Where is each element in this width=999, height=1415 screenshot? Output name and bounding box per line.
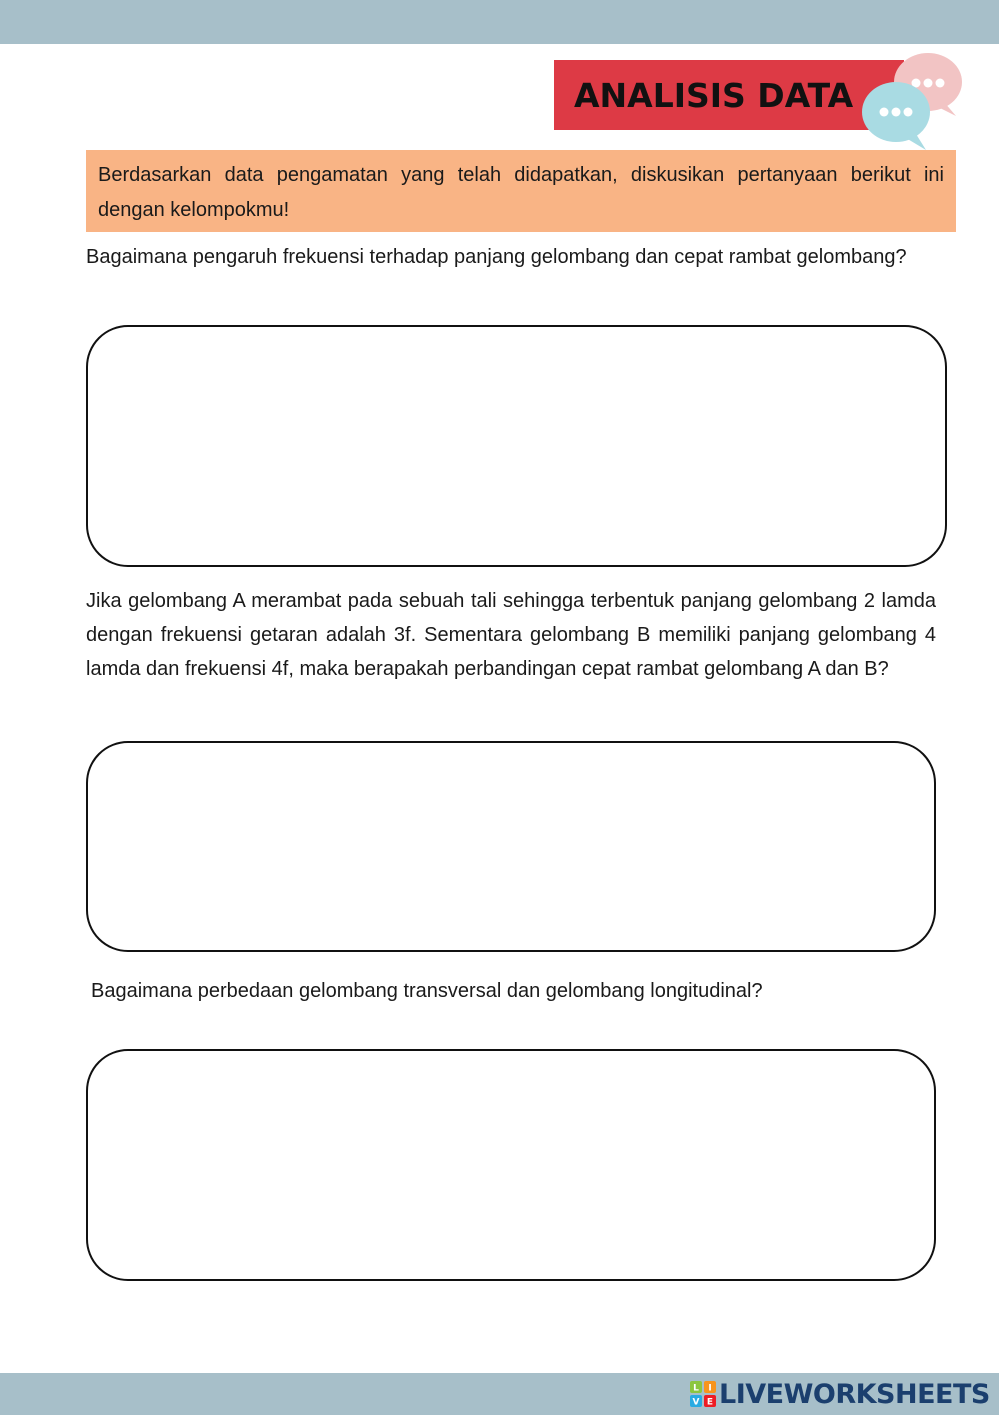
instruction-box <box>86 150 956 232</box>
blue-bubble-icon <box>862 82 930 150</box>
answer-box-2[interactable] <box>86 741 936 952</box>
title-banner <box>554 60 904 130</box>
svg-text:V: V <box>692 1397 700 1407</box>
question-3: Bagaimana perbedaan gelombang transversal dan gelombang longitudinal? <box>91 980 763 1002</box>
svg-text:E: E <box>706 1397 714 1407</box>
svg-text:L: L <box>693 1383 699 1394</box>
question-2: Jika gelombang A merambat pada sebuah tali sehingga terbentuk panjang gelombang 2 lamda dengan frekuensi getaran adalah 3f. Sementara gelombang B memiliki panjang gelombang 4 lamda dan frekuensi 4f, maka berapakah perbandingan cepat rambat gelombang A dan B? <box>86 590 936 680</box>
question-1: Bagaimana pengaruh frekuensi terhadap panjang gelombang dan cepat rambat gelombang? <box>86 246 907 268</box>
answer-box-1[interactable] <box>86 325 947 567</box>
chat-bubbles-icon <box>858 50 968 155</box>
answer-box-3[interactable] <box>86 1049 936 1281</box>
brand-footer[interactable] <box>690 1375 990 1413</box>
page-title: ANALISIS DATA <box>574 75 854 115</box>
instruction-text: Berdasarkan data pengamatan yang telah didapatkan, diskusikan pertanyaan berikut ini dengan kelompokmu! <box>98 164 944 221</box>
top-bar <box>0 0 999 44</box>
brand-name: LIVEWORKSHEETS <box>719 1378 990 1410</box>
svg-text:I: I <box>708 1383 712 1394</box>
liveworksheets-logo-icon <box>690 1381 716 1407</box>
